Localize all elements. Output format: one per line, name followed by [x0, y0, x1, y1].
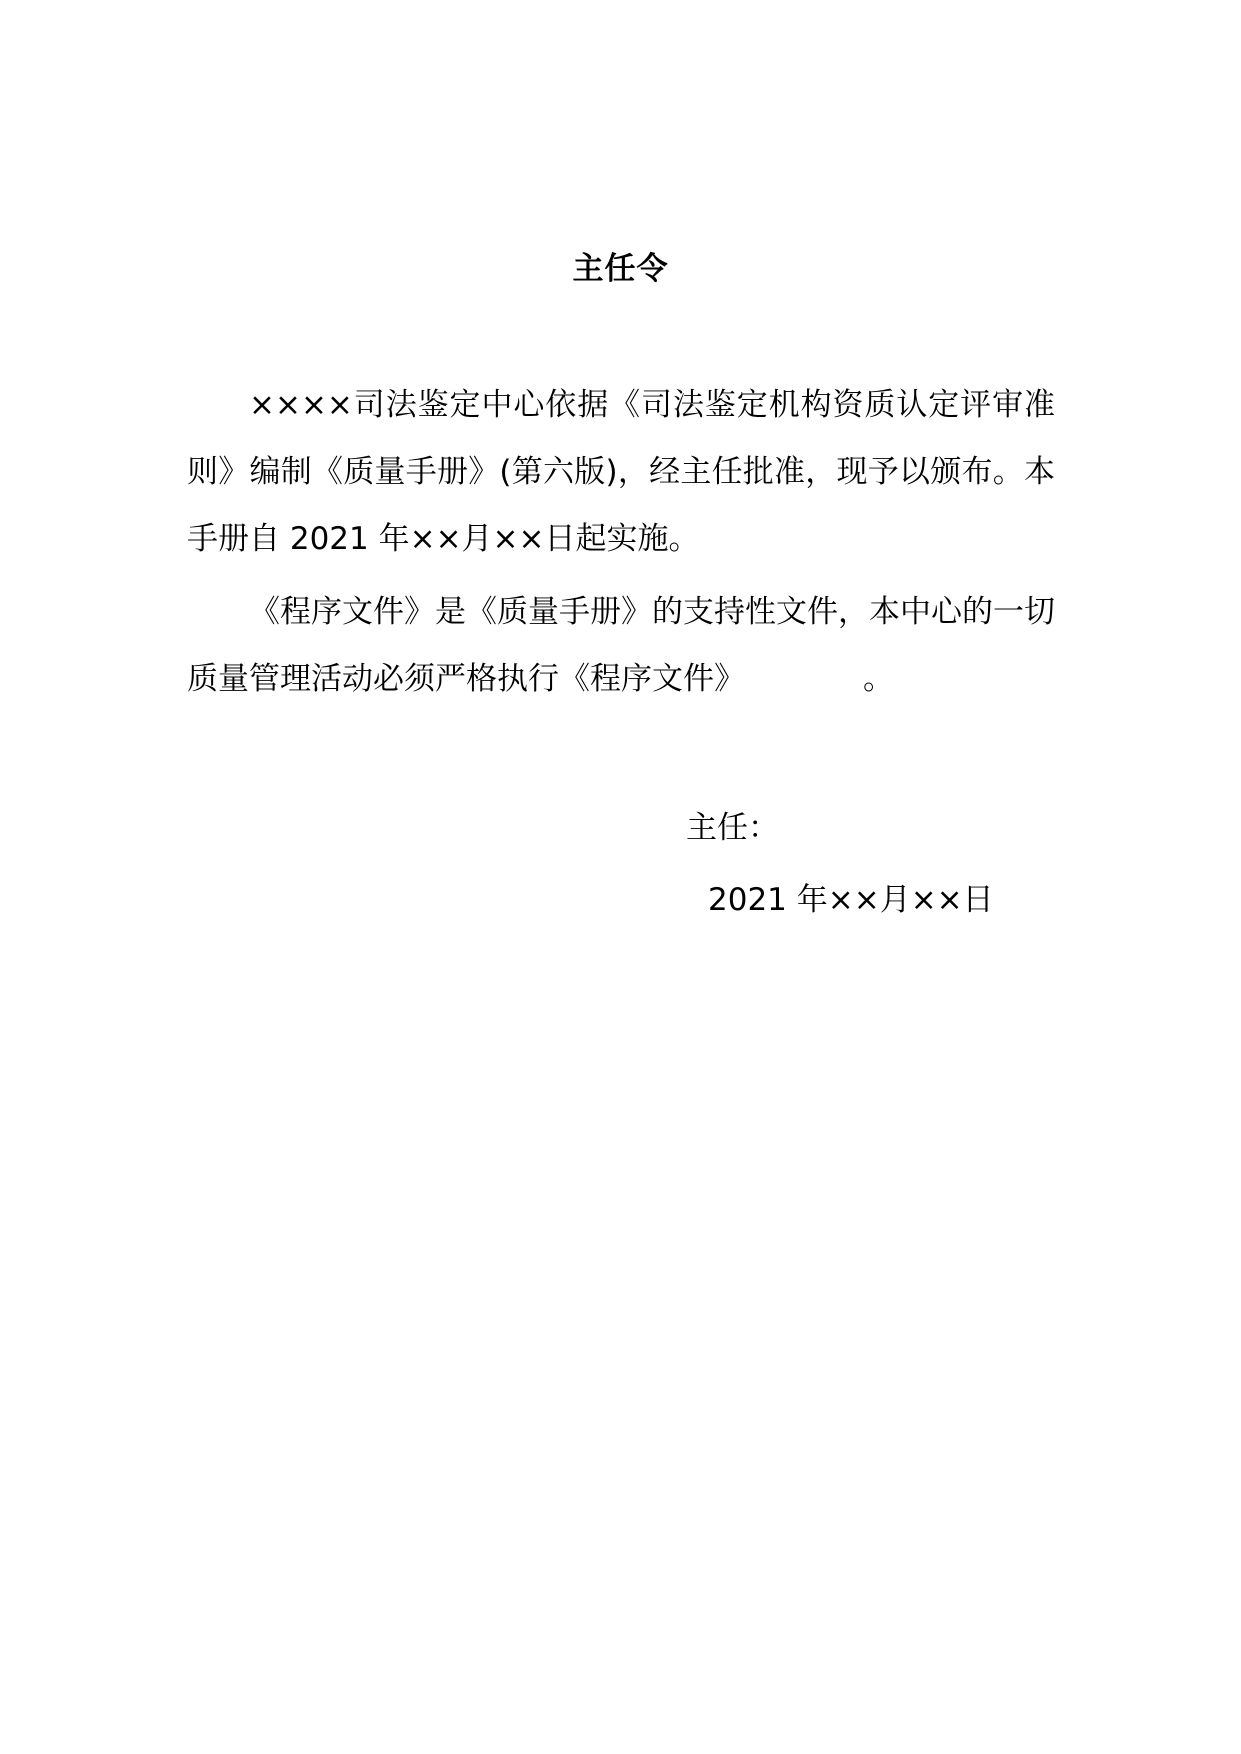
paragraph-2-period: 。 — [863, 661, 894, 697]
paragraph-2 — [187, 579, 1055, 713]
paragraph-1-text: ××××司法鉴定中心依据《司法鉴定机构资质认定评审准则》编制《质量手册》(第六版)，经主任批准，现予以颁布。本手册自 2021 年××月××日起实施。 — [187, 387, 1055, 557]
paragraph-1 — [187, 372, 1055, 573]
signature-date: 2021 年××月××日 — [708, 882, 994, 918]
document-title: 主任令 — [572, 251, 669, 287]
signature-label: 主任： — [686, 810, 779, 846]
paragraph-2-text: 《程序文件》是《质量手册》的支持性文件，本中心的一切质量管理活动必须严格执行《程序文件》 — [187, 594, 1055, 697]
